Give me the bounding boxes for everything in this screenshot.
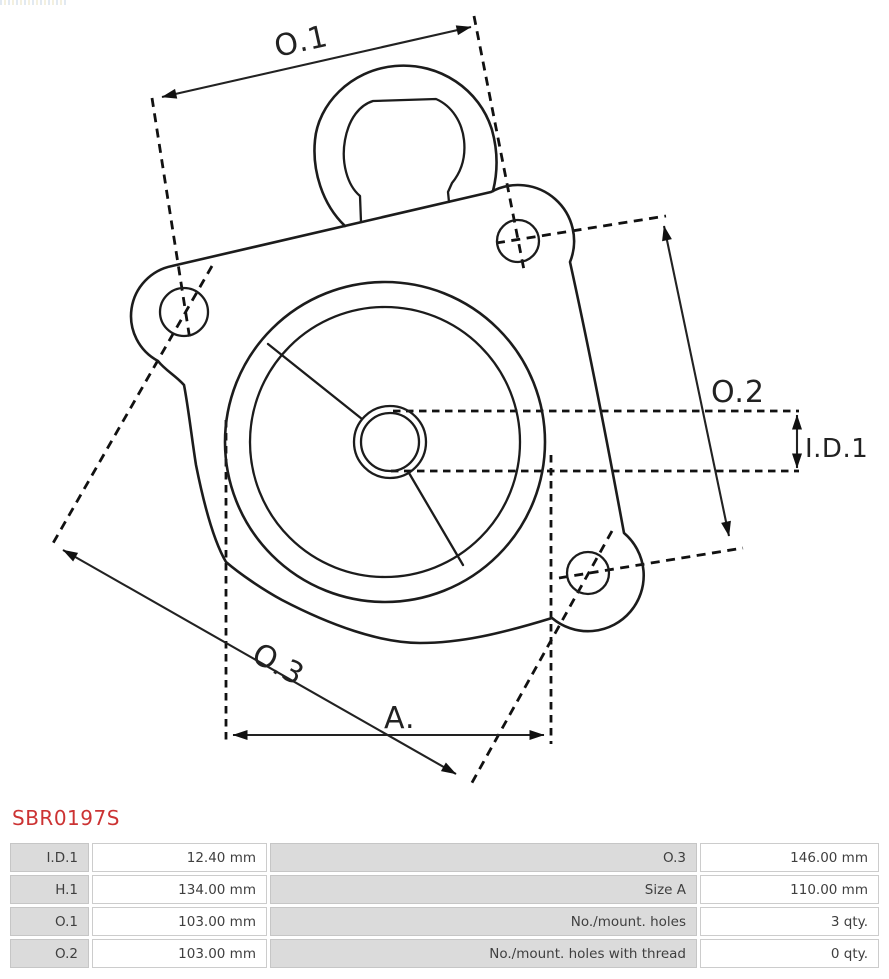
spec-label-cell: O.1: [10, 907, 89, 936]
spec-label-cell: I.D.1: [10, 843, 89, 872]
spec-value-cell: 110.00 mm: [700, 875, 879, 904]
table-row: [10, 875, 879, 904]
table-row: [10, 843, 879, 872]
spec-value-cell: 103.00 mm: [92, 907, 267, 936]
sector-line-upper: [268, 344, 362, 419]
sector-line-lower: [409, 473, 463, 565]
boot-outer-contour: [314, 66, 496, 226]
spec-label-cell: No./mount. holes with thread: [270, 939, 697, 968]
dim-label-o3: O.3: [246, 636, 311, 694]
spec-value-cell: 3 qty.: [700, 907, 879, 936]
mount-hole-top-left: [160, 288, 208, 336]
bore-inner-circle: [361, 413, 419, 471]
ext-line-o3-bottom: [469, 531, 612, 788]
table-row: [10, 939, 879, 968]
ext-line-o1-left: [152, 98, 190, 340]
table-row: [10, 907, 879, 936]
spec-value-cell: 146.00 mm: [700, 843, 879, 872]
spec-value-cell: 134.00 mm: [92, 875, 267, 904]
spec-label-cell: H.1: [10, 875, 89, 904]
spec-value-cell: 103.00 mm: [92, 939, 267, 968]
part-code-heading: SBR0197S: [12, 806, 120, 830]
spec-value-cell: 12.40 mm: [92, 843, 267, 872]
spec-label-cell: O.2: [10, 939, 89, 968]
spec-label-cell: O.3: [270, 843, 697, 872]
specs-table: [7, 840, 882, 971]
bore-outer-circle: [354, 406, 426, 478]
spec-value-cell: 0 qty.: [700, 939, 879, 968]
dim-label-id1: I.D.1: [805, 434, 869, 464]
dim-label-o2: O.2: [711, 375, 766, 410]
cover-inner-circle: [250, 307, 520, 577]
spec-label-cell: No./mount. holes: [270, 907, 697, 936]
cover-outer-circle: [225, 282, 545, 602]
dim-label-a: A.: [384, 701, 416, 736]
dim-label-o1: O.1: [271, 18, 332, 65]
spec-label-cell: Size A: [270, 875, 697, 904]
